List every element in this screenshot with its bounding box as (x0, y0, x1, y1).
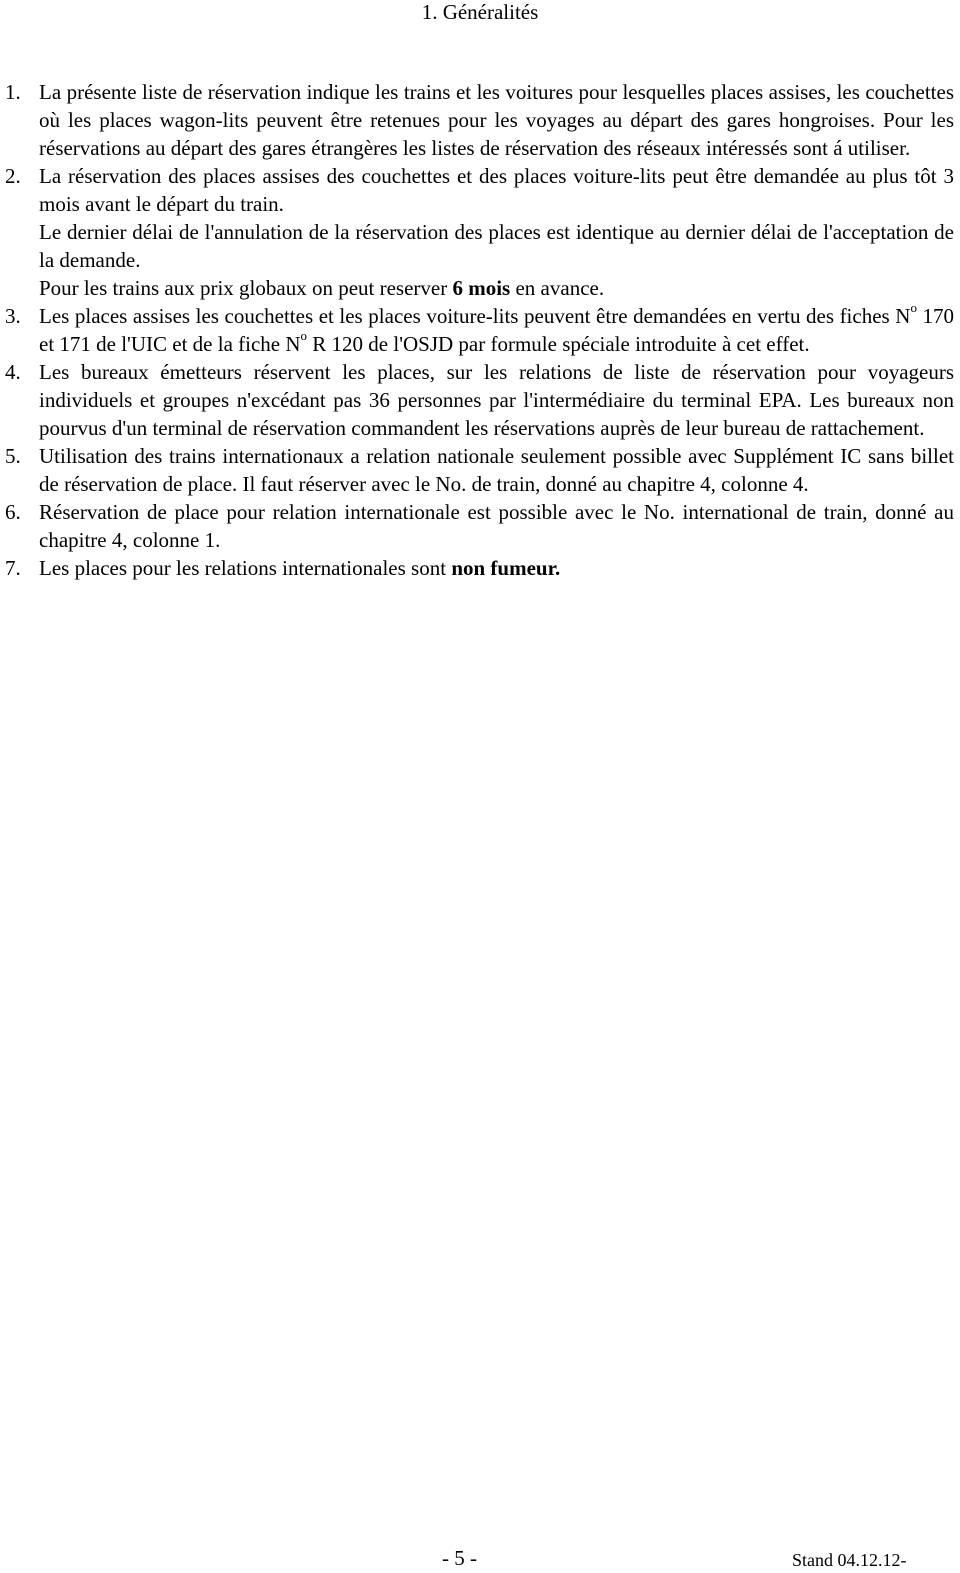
item-number: 6. (5, 500, 21, 524)
item-text: Réservation de place pour relation internationale est possible avec le No. international de train, donné au chapitre 4, colonne 1. (39, 500, 954, 552)
list-item-5 (0, 442, 954, 498)
item-paragraph-3 (39, 274, 954, 302)
text-segment: Les places pour les relations internationales sont (39, 556, 452, 580)
item-number: 2. (5, 164, 21, 188)
list-item-7 (0, 554, 954, 582)
item-text (39, 554, 954, 582)
bold-text: non fumeur. (451, 556, 561, 580)
stand-date: Stand 04.12.12- (792, 1550, 907, 1570)
item-number: 3. (5, 304, 21, 328)
text-segment: Les places assises les couchettes et les places voiture-lits peuvent être demandées en vertu des fiches N (39, 304, 911, 328)
item-text (39, 302, 954, 358)
item-number: 4. (5, 360, 21, 384)
item-number: 7. (5, 556, 21, 580)
list-item-4 (0, 358, 954, 442)
generalites-list (0, 78, 960, 582)
item-text: Les bureaux émetteurs réservent les places, sur les relations de liste de réservation pour voyageurs individuels et groupes n'excédant pas 36 personnes par l'intermédiaire du terminal EPA. Les bureaux non pourvus d'un terminal de réservation commandent les réservations auprès de leur bureau de rattachement. (39, 360, 954, 440)
item-text: Utilisation des trains internationaux a relation nationale seulement possible avec Supplément IC sans billet de réservation de place. Il faut réserver avec le No. de train, donné au chapitre 4, colonne 4. (39, 444, 954, 496)
list-item-2 (0, 162, 954, 302)
text-segment: Pour les trains aux prix globaux on peut reserver (39, 276, 453, 300)
page-number: - 5 - (442, 1546, 477, 1570)
item-paragraph-2: Le dernier délai de l'annulation de la réservation des places est identique au dernier délai de l'acceptation de la demande. (39, 220, 954, 272)
superscript: o (300, 328, 308, 343)
text-segment: 170 et 171 de l'UIC et de la fiche N (39, 304, 954, 356)
text-segment: R 120 de l'OSJD par formule spéciale introduite à cet effet. (307, 332, 810, 356)
page-title: 1. Généralités (421, 0, 539, 24)
list-item-1 (0, 78, 954, 162)
text-segment: en avance. (510, 276, 605, 300)
item-number: 1. (5, 80, 21, 104)
item-text: La présente liste de réservation indique les trains et les voitures pour lesquelles places assises, les couchettes où les places wagon-lits peuvent être retenues pour les voyages au départ des gares hongroises. Pour les réservations au départ des gares étrangères les listes de réservation des réseaux intéressés sont á utiliser. (39, 80, 954, 160)
bold-text: 6 mois (452, 276, 511, 300)
list-item-6 (0, 498, 954, 554)
item-number: 5. (5, 444, 21, 468)
item-paragraph-1: La réservation des places assises des couchettes et des places voiture-lits peut être demandée au plus tôt 3 mois avant le départ du train. (39, 164, 954, 216)
superscript: o (910, 300, 917, 315)
list-item-3 (0, 302, 954, 358)
